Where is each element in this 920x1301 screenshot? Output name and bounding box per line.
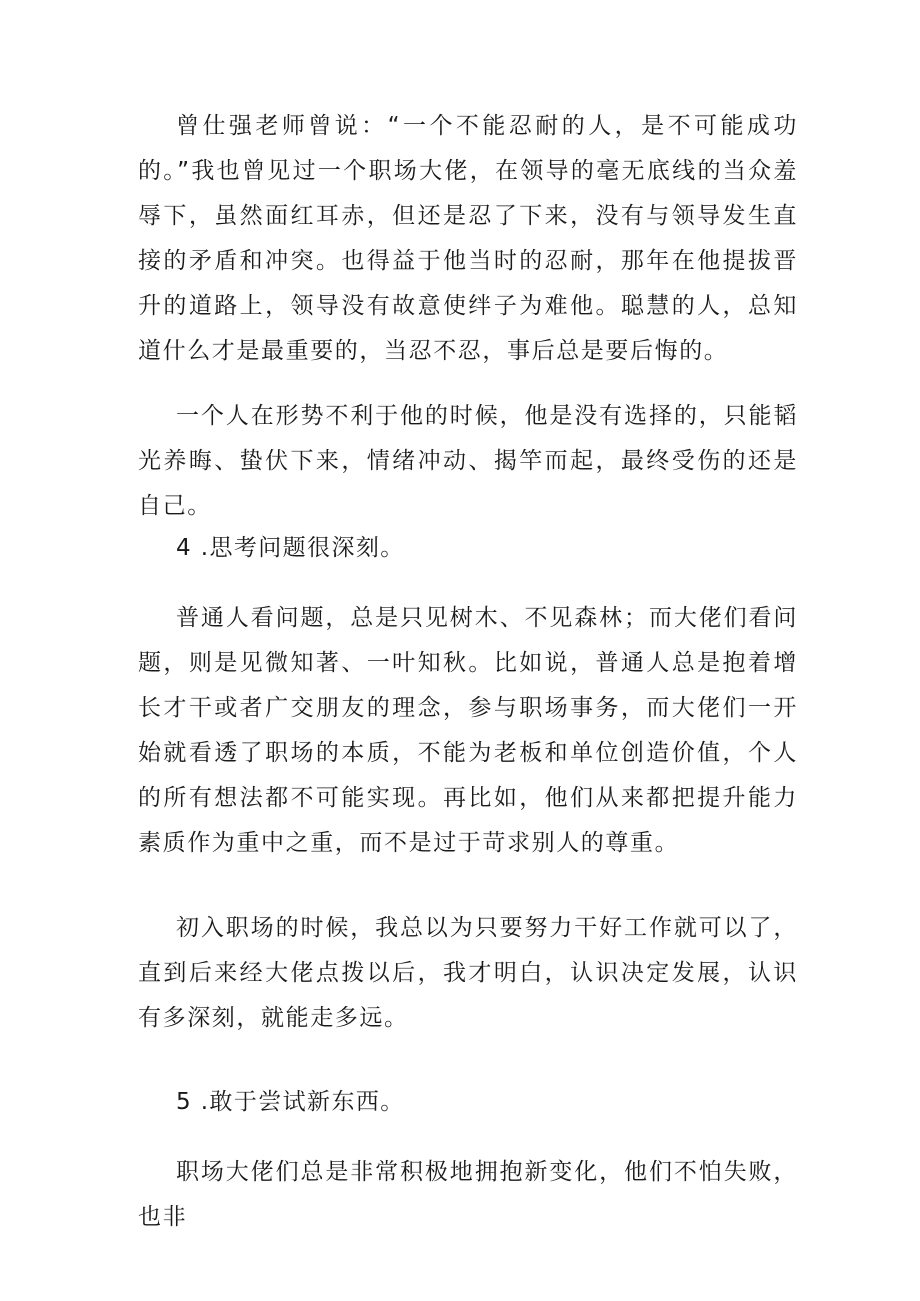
paragraph-early-career: 初入职场的时候，我总以为只要努力干好工作就可以了，直到后来经大佬点拨以后，我才明白，认识决定发展，认识有多深刻，就能走多远。 bbox=[138, 915, 798, 1031]
paragraph-adversity: 一个人在形势不利于他的时候，他是没有选择的，只能韬光养晦、蛰伏下来，情绪冲动、揭竿而起，最终受伤的还是自己。 bbox=[138, 403, 798, 519]
section-heading-5: 5 .敢于尝试新东西。 bbox=[176, 1089, 405, 1115]
paragraph-patience: 曾仕强老师曾说：“一个不能忍耐的人，是不可能成功的。”我也曾见过一个职场大佬，在领导的毫无底线的当众羞辱下，虽然面红耳赤，但还是忍了下来，没有与领导发生直接的矛盾和冲突。也得益于他当时的忍耐，那年在他提拔晋升的道路上，领导没有故意使绊子为难他。聪慧的人，总知道什么才是最重要的，当忍不忍，事后总是要后悔的。 bbox=[138, 113, 798, 364]
paragraph-deep-thinking: 普通人看问题，总是只见树木、不见森林；而大佬们看问题，则是见微知著、一叶知秋。比如说，普通人总是抱着增长才干或者广交朋友的理念，参与职场事务，而大佬们一开始就看透了职场的本质，不能为老板和单位创造价值，个人的所有想法都不可能实现。再比如，他们从来都把提升能力素质作为重中之重，而不是过于苛求别人的尊重。 bbox=[138, 605, 798, 856]
paragraph-new-things: 职场大佬们总是非常积极地拥抱新变化，他们不怕失败，也非 bbox=[138, 1159, 798, 1230]
section-heading-4: 4 .思考问题很深刻。 bbox=[176, 535, 405, 561]
